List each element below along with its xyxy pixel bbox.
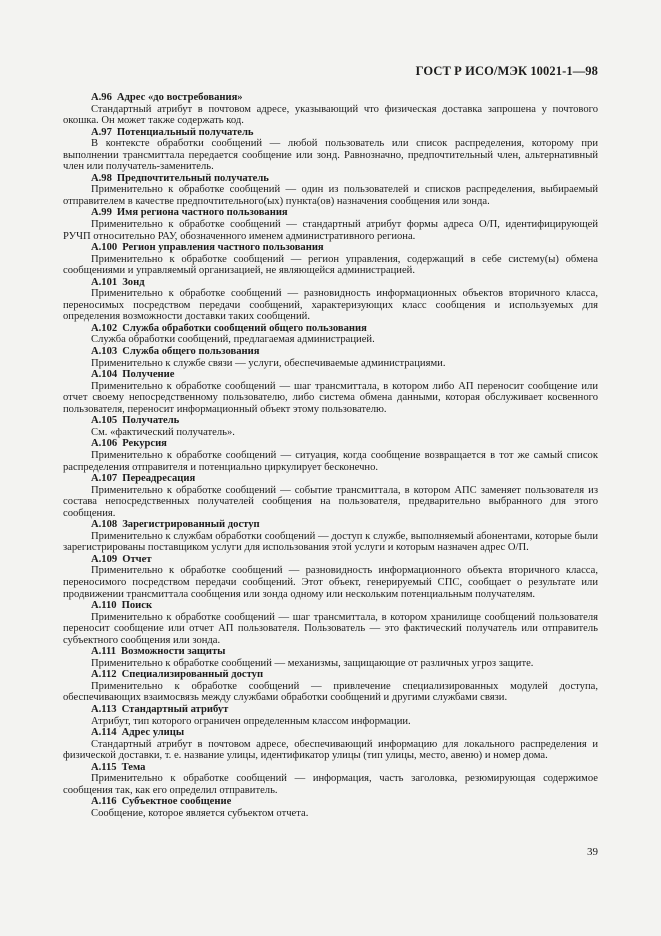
term-definition	[63, 531, 598, 554]
term-definition	[63, 184, 598, 207]
term-definition	[63, 773, 598, 796]
term-heading	[63, 727, 598, 739]
term-number: А.108	[91, 519, 118, 531]
term-number: А.97	[91, 126, 112, 138]
definition-paragraph: Применительно к обработке сообщений — событие трансмиттала, в котором АПС заменяет пользователя из состава непосредственных получателей сообщения на пользователя, предварительно выбранного для этого сообщения.	[63, 484, 598, 519]
term-definition	[63, 334, 598, 346]
term-heading	[63, 519, 598, 531]
definition-paragraph: Применительно к обработке сообщений — разновидность информационных объектов вторичного класса, переносимых посредством передачи сообщений, характеризующих класс сообщения и используемых для определения возможности доставки таких сообщений.	[63, 288, 598, 323]
term-heading	[63, 173, 598, 185]
term-label: Рекурсия	[122, 438, 167, 450]
term-heading	[63, 438, 598, 450]
term-label: Получатель	[122, 415, 180, 427]
term-number: А.109	[91, 553, 118, 565]
term-definition	[63, 612, 598, 647]
term-heading	[63, 704, 598, 716]
term-number: А.103	[91, 346, 118, 358]
document-header: ГОСТ Р ИСО/МЭК 10021-1—98	[415, 64, 598, 78]
term-label: Адрес улицы	[121, 727, 185, 739]
term-number: А.104	[91, 369, 118, 381]
term-label: Поиск	[121, 600, 153, 612]
term-definition	[63, 288, 598, 323]
term-number: А.99	[91, 207, 112, 219]
term-heading	[63, 646, 598, 658]
term-definition	[63, 138, 598, 173]
term-heading	[63, 796, 598, 808]
term-heading	[63, 554, 598, 566]
term-number: А.105	[91, 415, 118, 427]
term-heading	[63, 127, 598, 139]
term-definition	[63, 219, 598, 242]
definition-paragraph: См. «фактический получатель».	[91, 426, 235, 438]
term-number: А.100	[91, 242, 118, 254]
term-label: Переадресация	[122, 473, 196, 485]
term-number: А.101	[91, 276, 118, 288]
definition-paragraph: Применительно к обработке сообщений — разновидность информационного объекта вторичного класса, переносимого посредством передачи сообщений. Этот объект, генерируемый СПС, сообщает о результате или продвижении трансмиттала сообщения или зонда одному или нескольким потенциальным получателям.	[63, 565, 598, 600]
term-definition	[63, 381, 598, 416]
term-label: Потенциальный получатель	[116, 126, 254, 138]
definition-paragraph: Применительно к обработке сообщений — шаг трансмиттала, в котором хранилище сообщений пользователя переносит сообщение или отчет АП пользователя. Пользователь — это фактический получатель или отправитель субъектного сообщения или зонда.	[63, 611, 598, 646]
term-number: А.113	[91, 703, 117, 715]
term-number: А.96	[91, 92, 112, 103]
term-number: А.111	[91, 646, 117, 658]
definition-paragraph: Применительно к обработке сообщений — один из пользователей и списков распределения, выбираемый отправителем в качестве предпочтительного(ых) пункта(ов) назначения сообщения или зонда.	[63, 184, 598, 207]
definition-paragraph: Сообщение, которое является субъектом отчета.	[91, 807, 309, 819]
term-definition	[63, 427, 598, 439]
term-label: Отчет	[122, 553, 152, 565]
term-label: Получение	[122, 369, 175, 381]
definition-paragraph: Применительно к обработке сообщений — привлечение специализированных модулей доступа, обеспечивающих взаимосвязь между службами обработки сообщений и другими службами связи.	[63, 680, 598, 704]
term-label: Адрес «до востребования»	[116, 92, 243, 103]
term-heading	[63, 369, 598, 381]
definition-paragraph: Атрибут, тип которого ограничен определенным классом информации.	[91, 715, 411, 727]
term-heading	[63, 669, 598, 681]
term-number: А.98	[91, 172, 112, 184]
definition-paragraph: Применительно к обработке сообщений — стандартный атрибут формы адреса О/П, идентифицирующей РУЧП относительно РАУ, обозначенного именем административного региона.	[63, 219, 598, 242]
definition-paragraph: Применительно к обработке сообщений — ситуация, когда сообщение возвращается в тот же самый список распределения отправителя и потенциально циркулирует бесконечно.	[63, 449, 598, 473]
term-definition	[63, 254, 598, 277]
term-label: Субъектное сообщение	[121, 796, 232, 808]
term-definition	[63, 739, 598, 762]
definition-paragraph: В контексте обработки сообщений — любой пользователь или список распределения, которому при выполнении трансмиттала передается сообщение или зонд. Равнозначно, предпочтительный член, альтернативный член или получатель-заменитель.	[63, 138, 598, 173]
term-heading	[63, 415, 598, 427]
definition-paragraph: Применительно к обработке сообщений — шаг трансмиттала, в котором либо АП переносит сообщение или отчет своему непосредственному пользователю, либо система обмена данными, которая обслуживает косвенного пользователя, переносит информационный объект этому пользователю.	[63, 380, 598, 415]
term-label: Тема	[121, 761, 146, 773]
term-number: А.106	[91, 438, 118, 450]
term-number: А.115	[91, 761, 117, 773]
term-heading	[63, 473, 598, 485]
term-label: Предпочтительный получатель	[116, 172, 269, 184]
definition-paragraph: Применительно к службам обработки сообщений — доступ к службе, выполняемый абонентами, которые были зарегистрированы поставщиком услуги для использования этой услуги и которым назначен адрес О/П.	[63, 530, 598, 554]
term-label: Зарегистрированный доступ	[122, 519, 260, 531]
term-label: Служба общего пользования	[122, 346, 260, 358]
page-number: 39	[587, 846, 598, 858]
term-number: А.110	[91, 600, 117, 612]
term-definition	[63, 716, 598, 728]
term-number: А.116	[91, 796, 117, 808]
term-definition	[63, 808, 598, 820]
term-label: Зонд	[122, 276, 145, 288]
term-heading	[63, 600, 598, 612]
term-label: Регион управления частного пользования	[122, 242, 324, 254]
definition-paragraph: Применительно к службе связи — услуги, обеспечиваемые администрациями.	[91, 357, 446, 369]
term-heading	[63, 762, 598, 774]
term-label: Имя региона частного пользования	[116, 207, 288, 219]
term-heading	[63, 242, 598, 254]
term-definition	[63, 450, 598, 473]
definition-paragraph: Служба обработки сообщений, предлагаемая администрацией.	[91, 334, 375, 346]
term-heading	[63, 207, 598, 219]
term-definition	[63, 565, 598, 600]
term-definition	[63, 485, 598, 520]
term-label: Специализированный доступ	[121, 669, 264, 681]
term-definition	[63, 358, 598, 370]
definition-paragraph: Применительно к обработке сообщений — информация, часть заголовка, резюмирующая содержимое сообщения так, как его определил отправитель.	[63, 773, 598, 796]
term-number: А.114	[91, 727, 117, 739]
term-label: Возможности защиты	[121, 646, 226, 658]
term-heading	[63, 346, 598, 358]
glossary-body	[63, 92, 598, 819]
term-definition	[63, 104, 598, 127]
term-number: А.102	[91, 322, 118, 334]
term-heading	[63, 92, 598, 104]
term-heading	[63, 277, 598, 289]
term-number: А.107	[91, 473, 118, 485]
term-definition	[63, 658, 598, 670]
term-number: А.112	[91, 669, 117, 681]
term-label: Стандартный атрибут	[121, 703, 229, 715]
definition-paragraph: Стандартный атрибут в почтовом адресе, указывающий что физическая доставка запрошена у почтового окошка. Он может также содержать код.	[63, 103, 598, 127]
term-definition	[63, 681, 598, 704]
term-heading	[63, 323, 598, 335]
term-label: Служба обработки сообщений общего пользования	[122, 322, 367, 334]
definition-paragraph: Применительно к обработке сообщений — механизмы, защищающие от различных угроз защите.	[91, 657, 534, 669]
definition-paragraph: Применительно к обработке сообщений — регион управления, содержащий в себе систему(ы) обмена сообщениями и управляемый организацией, не являющейся администрацией.	[63, 253, 598, 277]
definition-paragraph: Стандартный атрибут в почтовом адресе, обеспечивающий информацию для локального распределения и физической доставки, т. е. название улицы, идентификатор улицы (тип улицы, место, авеню) и номер дома.	[63, 738, 598, 762]
